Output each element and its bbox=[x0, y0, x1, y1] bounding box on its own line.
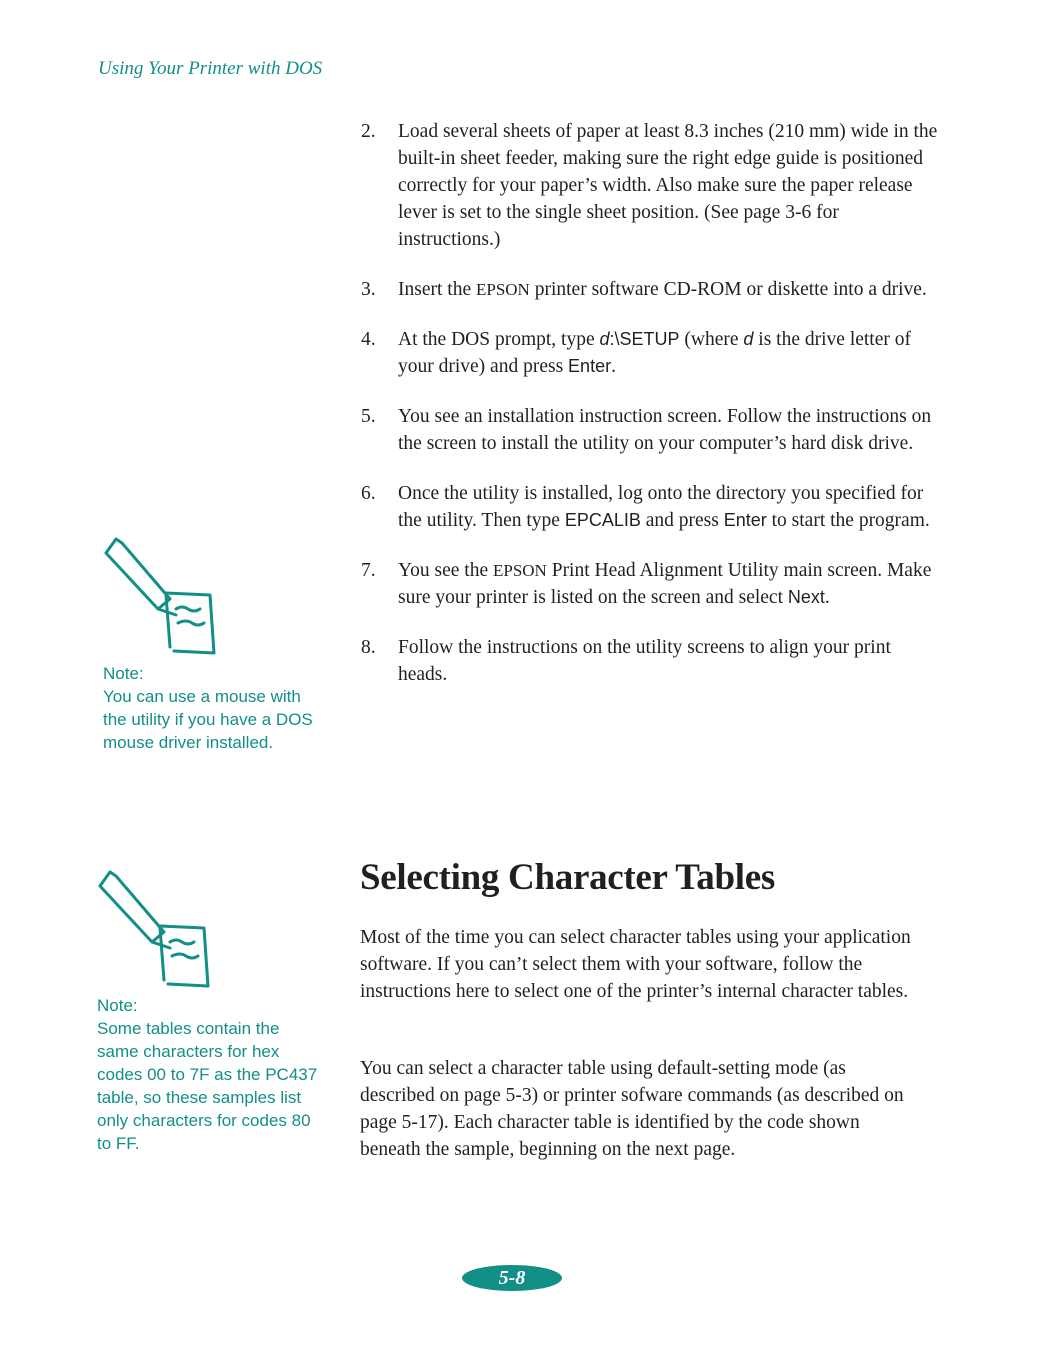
step-text: . bbox=[824, 587, 830, 608]
command-text: :\SETUP bbox=[609, 329, 680, 349]
step-item bbox=[361, 403, 941, 457]
note-pencil-icon bbox=[100, 535, 222, 660]
step-text: is the drive letter of your drive) and press bbox=[398, 329, 911, 377]
step-text: Load several sheets of paper at least 8.3 inches (210 mm) wide in the built-in sheet feeder, making sure the right edge guide is positioned correctly for your paper’s width. Also make sure the paper release lever is set to the single sheet position. (See page 3-6 for instructions.) bbox=[398, 121, 938, 250]
step-list bbox=[361, 118, 941, 711]
note-pencil-icon bbox=[94, 868, 216, 993]
step-text: printer software CD-ROM or diskette into a drive. bbox=[529, 279, 927, 300]
button-name: Next bbox=[787, 587, 825, 607]
step-number: 8. bbox=[361, 637, 376, 658]
note-label: Note: bbox=[97, 996, 138, 1015]
step-text: Print Head Alignment Utility main screen. Make sure your printer is listed on the screen and select bbox=[398, 560, 932, 608]
step-item bbox=[361, 276, 941, 303]
step-text: (where bbox=[679, 329, 744, 350]
body-paragraph: You can select a character table using default-setting mode (as described on page 5-3) or printer sofware commands (as described on page 5-17). Each character table is identified by the code shown beneath the sample, beginning on the next page. bbox=[360, 1058, 904, 1160]
running-head: Using Your Printer with DOS bbox=[98, 58, 323, 79]
step-item bbox=[361, 634, 941, 688]
command-text: EPCALIB bbox=[564, 510, 641, 530]
step-item bbox=[361, 480, 941, 534]
drive-variable: d bbox=[599, 329, 610, 349]
page-number-badge: 5-8 bbox=[462, 1265, 562, 1291]
step-text: You see an installation instruction screen. Follow the instructions on the screen to install the utility on your computer’s hard disk drive. bbox=[398, 406, 932, 454]
step-text: Once the utility is installed, log onto the directory you specified for the utility. Then type bbox=[398, 483, 924, 531]
step-text: You see the bbox=[398, 560, 493, 581]
step-text: to start the program. bbox=[766, 510, 930, 531]
key-name: Enter bbox=[568, 356, 612, 376]
step-number: 7. bbox=[361, 560, 376, 581]
step-number: 3. bbox=[361, 279, 376, 300]
brand-name: EPSON bbox=[475, 280, 530, 299]
note-text: You can use a mouse with the utility if you have a DOS mouse driver installed. bbox=[103, 687, 313, 752]
step-text: and press bbox=[640, 510, 724, 531]
step-number: 2. bbox=[361, 121, 376, 142]
key-name: Enter bbox=[723, 510, 767, 530]
section-heading: Selecting Character Tables bbox=[360, 857, 775, 898]
step-item bbox=[361, 326, 941, 380]
step-item bbox=[361, 557, 941, 611]
step-number: 6. bbox=[361, 483, 376, 504]
note-text: Some tables contain the same characters for hex codes 00 to 7F as the PC437 table, so these samples list only characters for codes 80 to FF. bbox=[97, 1019, 318, 1153]
step-number: 5. bbox=[361, 406, 376, 427]
step-item bbox=[361, 118, 941, 253]
note-label: Note: bbox=[103, 664, 144, 683]
step-text: . bbox=[611, 356, 616, 377]
step-text: Insert the bbox=[398, 279, 476, 300]
step-text: Follow the instructions on the utility screens to align your print heads. bbox=[398, 637, 891, 685]
step-number: 4. bbox=[361, 329, 376, 350]
note-sidebar bbox=[97, 994, 322, 1155]
note-sidebar bbox=[103, 662, 328, 754]
step-text: At the DOS prompt, type bbox=[398, 329, 600, 350]
brand-name: EPSON bbox=[492, 561, 547, 580]
drive-variable: d bbox=[743, 329, 754, 349]
body-paragraph: Most of the time you can select character tables using your application software. If you can’t select them with your software, follow the instructions here to select one of the printer’s internal character tables. bbox=[360, 927, 911, 1002]
